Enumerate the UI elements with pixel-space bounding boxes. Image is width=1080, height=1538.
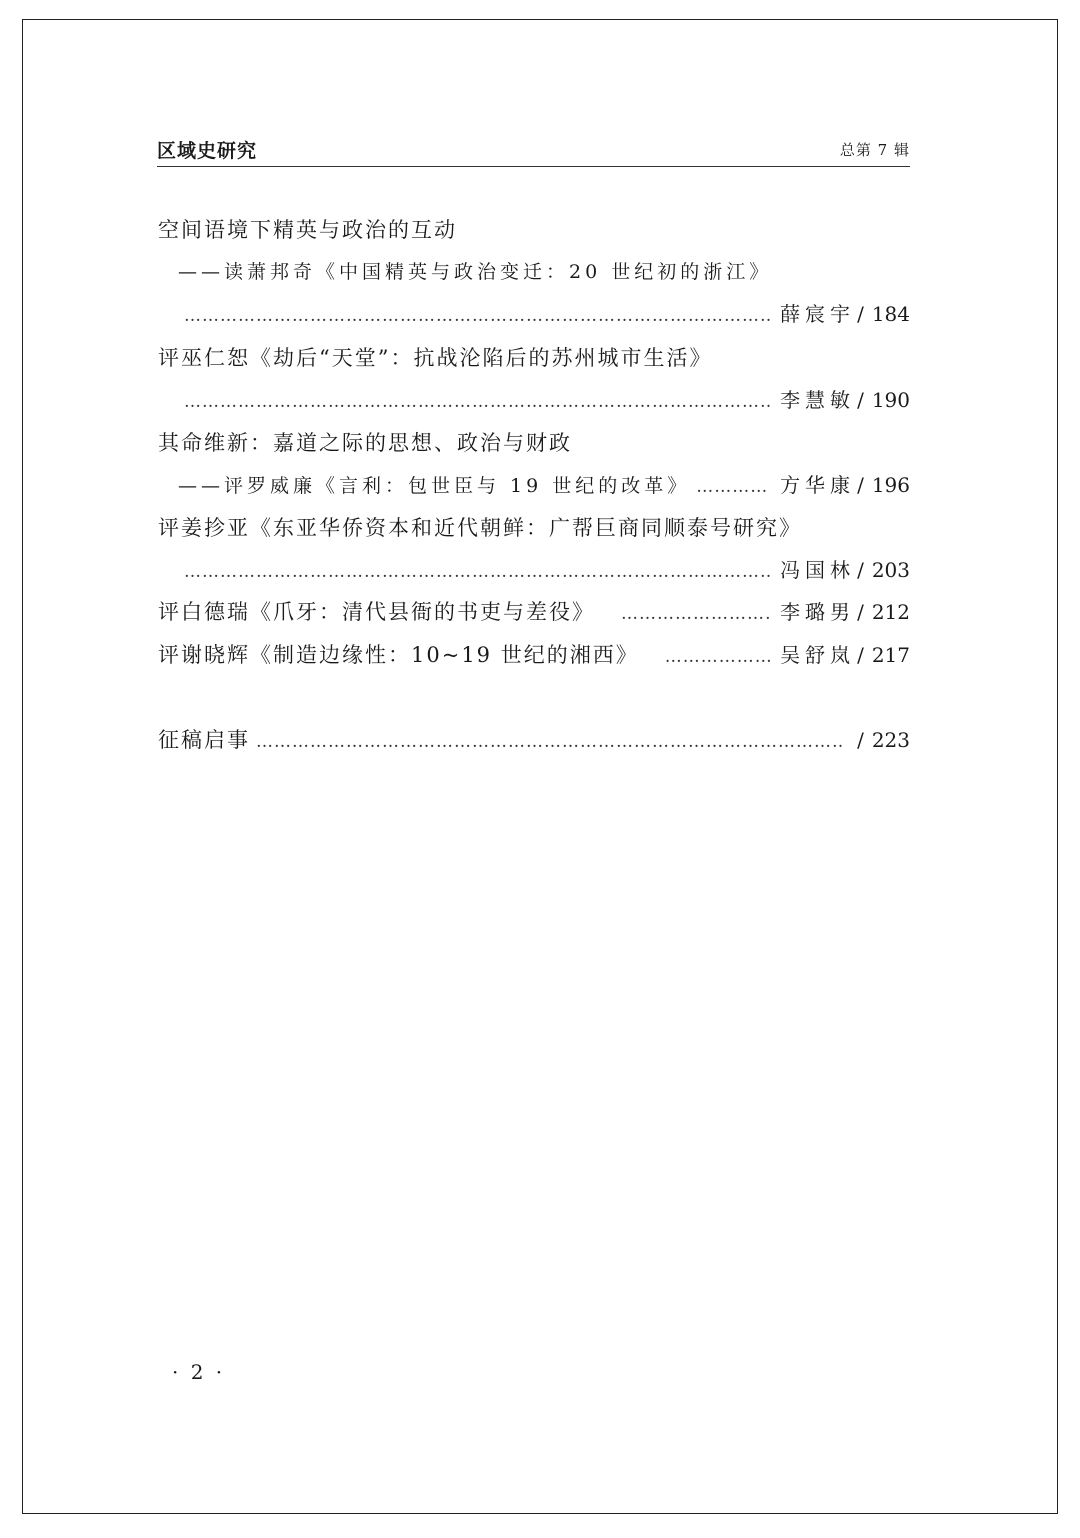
- dot-leader: [184, 306, 770, 326]
- toc-entry-subtitle: ——读萧邦奇《中国精英与政治变迁：20 世纪初的浙江》: [178, 261, 773, 283]
- toc-leader-row: [178, 298, 910, 328]
- running-header: [157, 136, 910, 167]
- dot-leader: [184, 392, 770, 412]
- toc-entry-subtitle: ——评罗威廉《言利：包世臣与 19 世纪的改革》: [178, 475, 691, 497]
- toc-author: 方华康: [780, 473, 856, 497]
- toc-page-number: 184: [871, 302, 910, 326]
- toc-entry-row[interactable]: [158, 639, 910, 669]
- toc-page-number: 196: [871, 473, 910, 497]
- toc-author: 冯国林: [780, 558, 856, 582]
- issue-label: 总第 7 辑: [839, 141, 910, 159]
- toc-leader-row: [178, 554, 910, 584]
- separator: /: [857, 643, 864, 667]
- toc-leader-row: [178, 384, 910, 414]
- separator: /: [857, 302, 864, 326]
- toc-page-number: 212: [871, 600, 910, 624]
- toc-entry-row[interactable]: [158, 724, 910, 754]
- toc-author: 李璐男: [780, 600, 856, 624]
- toc-author: 李慧敏: [780, 388, 856, 412]
- dot-leader: [665, 647, 770, 667]
- separator: /: [857, 600, 864, 624]
- toc-entry-title[interactable]: 评姜抮亚《东亚华侨资本和近代朝鲜：广帮巨商同顺泰号研究》: [158, 516, 802, 540]
- toc-page-number: 190: [871, 388, 910, 412]
- dot-leader: [184, 562, 770, 582]
- separator: /: [857, 728, 864, 752]
- toc-page-number: 203: [871, 558, 910, 582]
- dot-leader: [256, 732, 845, 752]
- toc-leader-row: [178, 469, 910, 499]
- toc-entry-title[interactable]: 评白德瑞《爪牙：清代县衙的书吏与差役》: [158, 600, 595, 624]
- toc-page-number: 223: [871, 728, 910, 752]
- toc-entry-title[interactable]: 评巫仁恕《劫后“天堂”：抗战沦陷后的苏州城市生活》: [158, 346, 713, 370]
- toc-entry-title[interactable]: 征稿启事: [158, 728, 250, 752]
- toc-entry-row[interactable]: [158, 596, 910, 626]
- journal-title: 区域史研究: [157, 140, 258, 162]
- dot-leader: [696, 477, 770, 497]
- toc-entry-title[interactable]: 空间语境下精英与政治的互动: [158, 218, 457, 242]
- toc-entry-title[interactable]: 其命维新：嘉道之际的思想、政治与财政: [158, 431, 572, 455]
- toc-author: 薛宸宇: [780, 302, 856, 326]
- folio-page-number: · 2 ·: [172, 1360, 226, 1384]
- separator: /: [857, 558, 864, 582]
- dot-leader: [621, 604, 770, 624]
- separator: /: [857, 388, 864, 412]
- toc-page-number: 217: [871, 643, 910, 667]
- separator: /: [857, 473, 864, 497]
- toc-author: 吴舒岚: [780, 643, 856, 667]
- toc-entry-title[interactable]: 评谢晓辉《制造边缘性：10~19 世纪的湘西》: [158, 643, 639, 667]
